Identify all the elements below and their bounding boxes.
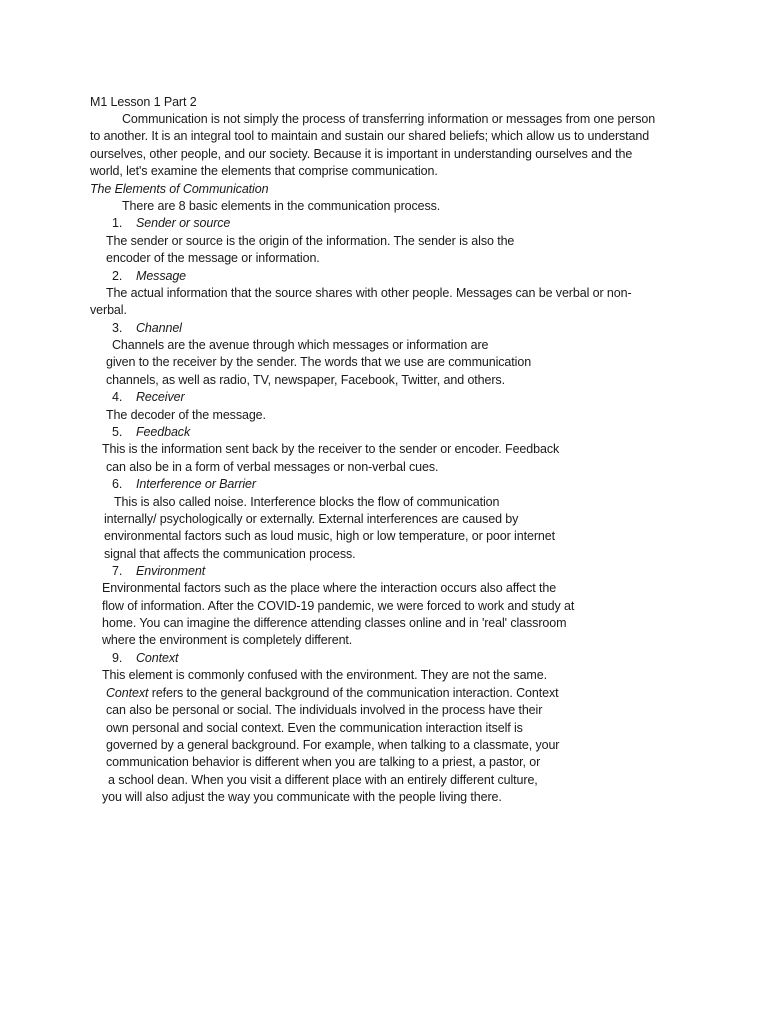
element-name: Message: [136, 269, 187, 283]
element-line: This is also called noise. Interference blocks the flow of communication: [114, 495, 500, 509]
element-line: given to the receiver by the sender. The words that we use are communication: [106, 355, 532, 369]
element-line: verbal.: [90, 303, 127, 317]
element-line: Channels are the avenue through which messages or information are: [112, 338, 489, 352]
element-number: 5.: [112, 425, 123, 439]
element-name: Environment: [136, 564, 206, 578]
element-line: where the environment is completely different.: [102, 633, 353, 647]
element-number: 6.: [112, 477, 123, 491]
element-number: 1.: [112, 216, 123, 230]
element-line: a school dean. When you visit a different place with an entirely different culture,: [108, 773, 538, 787]
element-line: The sender or source is the origin of the information. The sender is also the: [106, 234, 515, 248]
element-heading: [112, 424, 190, 441]
element-line: Environmental factors such as the place where the interaction occurs also affect the: [102, 581, 557, 595]
context-term: Context: [106, 686, 149, 700]
element-heading: [112, 389, 185, 406]
section-intro: There are 8 basic elements in the communication process.: [122, 199, 441, 213]
element-line: This is the information sent back by the receiver to the sender or encoder. Feedback: [102, 442, 560, 456]
document-title: M1 Lesson 1 Part 2: [90, 95, 197, 109]
element-name: Channel: [136, 321, 182, 335]
element-line: encoder of the message or information.: [106, 251, 320, 265]
element-line: [106, 685, 559, 702]
element-number: 7.: [112, 564, 123, 578]
element-line: channels, as well as radio, TV, newspaper, Facebook, Twitter, and others.: [106, 373, 505, 387]
element-name: Sender or source: [136, 216, 231, 230]
element-line: own personal and social context. Even the communication interaction itself is: [106, 721, 523, 735]
intro-line: ourselves, other people, and our society. Because it is important in understanding ourselves and the: [90, 147, 633, 161]
element-heading: [112, 268, 186, 285]
element-line-rest: refers to the general background of the communication interaction. Context: [151, 686, 559, 700]
element-line: internally/ psychologically or externally. External interferences are caused by: [104, 512, 519, 526]
element-line: can also be personal or social. The individuals involved in the process have their: [106, 703, 543, 717]
element-name: Feedback: [136, 425, 191, 439]
element-heading: [112, 320, 182, 337]
element-name: Receiver: [136, 390, 185, 404]
element-line: signal that affects the communication process.: [104, 547, 356, 561]
element-name: Context: [136, 651, 179, 665]
element-line: communication behavior is different when you are talking to a priest, a pastor, or: [106, 755, 541, 769]
element-number: 3.: [112, 321, 123, 335]
element-name: Interference or Barrier: [136, 477, 256, 491]
element-number: 4.: [112, 390, 123, 404]
intro-line: Communication is not simply the process of transferring information or messages from one person: [122, 112, 656, 126]
section-heading: The Elements of Communication: [90, 182, 269, 196]
intro-line: to another. It is an integral tool to maintain and sustain our shared beliefs; which allow us to understand: [90, 129, 650, 143]
element-heading: [112, 563, 205, 580]
element-line: governed by a general background. For example, when talking to a classmate, your: [106, 738, 560, 752]
element-line: you will also adjust the way you communicate with the people living there.: [102, 790, 502, 804]
element-line: This element is commonly confused with the environment. They are not the same.: [102, 668, 547, 682]
element-heading: [112, 650, 178, 667]
element-number: 2.: [112, 269, 123, 283]
element-line: flow of information. After the COVID-19 pandemic, we were forced to work and study at: [102, 599, 575, 613]
element-line: environmental factors such as loud music, high or low temperature, or poor internet: [104, 529, 555, 543]
intro-line: world, let's examine the elements that comprise communication.: [90, 164, 438, 178]
element-line: can also be in a form of verbal messages or non-verbal cues.: [106, 460, 439, 474]
element-number: 9.: [112, 651, 123, 665]
element-heading: [112, 215, 230, 232]
element-line: The decoder of the message.: [106, 408, 266, 422]
element-heading: [112, 476, 256, 493]
element-line: The actual information that the source shares with other people. Messages can be verbal or non-: [106, 286, 632, 300]
element-line: home. You can imagine the difference attending classes online and in 'real' classroom: [102, 616, 567, 630]
